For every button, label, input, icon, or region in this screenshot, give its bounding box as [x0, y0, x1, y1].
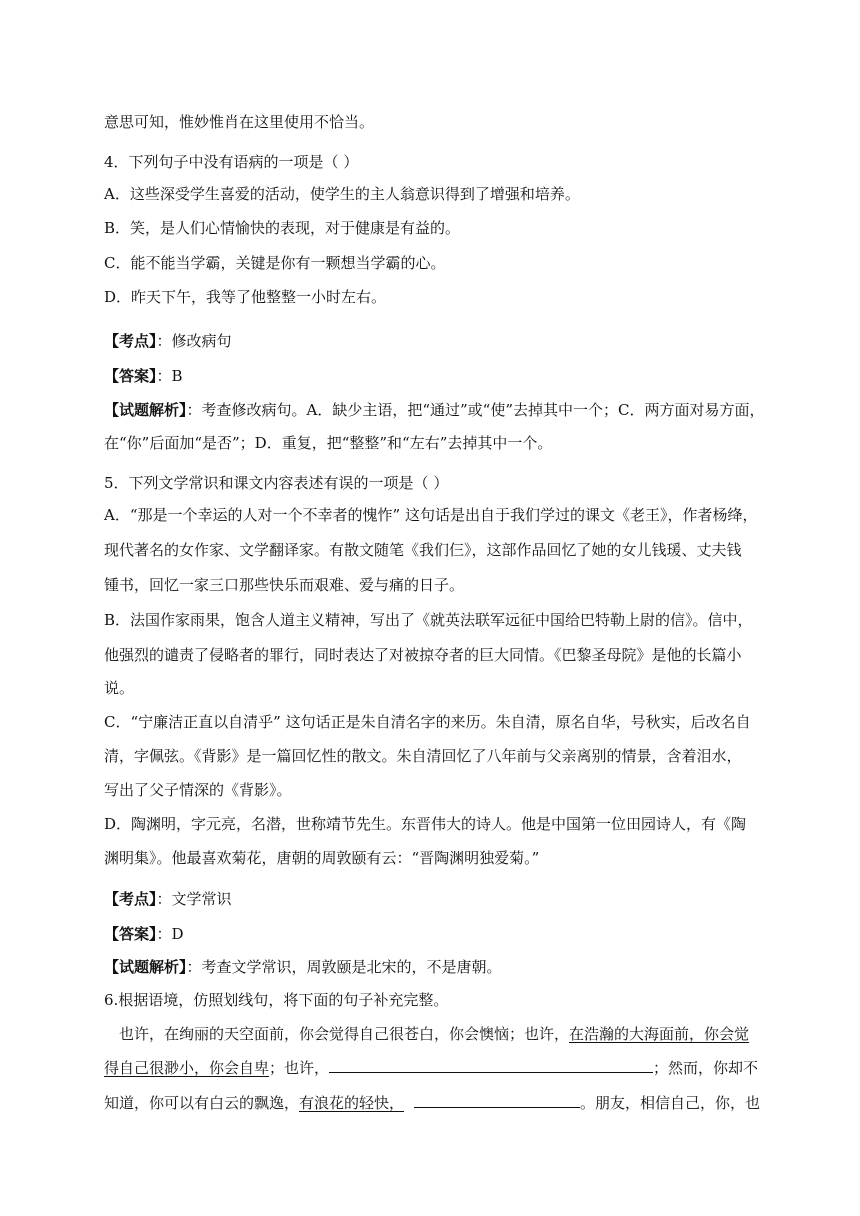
option-a: A．这些深受学生喜爱的活动，使学生的主人翁意识得到了增强和培养。	[104, 185, 580, 203]
q6-text: 也许，在绚丽的天空面前，你会觉得自己很苍白，你会懊恼；也许，	[119, 1025, 570, 1043]
q4-answer	[104, 366, 764, 386]
q4-analysis-cont: 在“你”后面加“是否”；D．重复，把“整整”和“左右”去掉其中一个。	[104, 434, 553, 452]
option-b: B．笑，是人们心情愉快的表现，对于健康是有益的。	[104, 219, 461, 237]
answer-text: ：B	[156, 367, 183, 385]
q5-option-c-line1: C．“宁廉洁正直以自清乎” 这句话正是朱自清名字的来历。朱自清，原名自华，号秋实，后改名自	[104, 713, 751, 731]
q5-option-b-line3: 说。	[104, 679, 135, 697]
analysis-label: 【试题解析】	[104, 958, 187, 976]
question-4-stem: 4．下列句子中没有语病的一项是（ ）	[104, 153, 359, 171]
option-c: C．能不能当学霸，关键是你有一颗想当学霸的心。	[104, 254, 446, 272]
q6-text: 。朋友，相信自己，你，也	[580, 1094, 761, 1112]
analysis-text: ：考查修改病句。A．缺少主语，把“通过”或“使”去掉其中一个；C．两方面对易方面，	[186, 401, 765, 419]
text-line: 意思可知，惟妙惟肖在这里使用不恰当。	[104, 113, 375, 131]
kaodian-label: 【考点】	[104, 890, 157, 908]
kaodian-text: ：修改病句	[156, 332, 232, 350]
q5-option-b-line2: 他强烈的谴责了侵略者的罪行，同时表达了对被掠夺者的巨大同情。《巴黎圣母院》是他的长篇小	[104, 646, 742, 664]
question-6-stem: 6.根据语境，仿照划线句，将下面的句子补充完整。	[104, 991, 449, 1009]
answer-text: ：D	[156, 925, 184, 943]
q6-text: ；然而，你却不	[653, 1059, 759, 1077]
q6-paragraph-line3	[104, 1093, 764, 1113]
q6-text: ；也许，	[269, 1059, 330, 1077]
q5-option-c-line2: 清，字佩弦。《背影》是一篇回忆性的散文。朱自清回忆了八年前与父亲离别的情景，含着泪水，	[104, 747, 742, 765]
answer-label: 【答案】	[104, 367, 157, 385]
q5-option-a-line2: 现代著名的女作家、文学翻译家。有散文随笔《我们仨》，这部作品回忆了她的女儿钱瑗、丈夫钱	[104, 541, 742, 559]
kaodian-label: 【考点】	[104, 332, 157, 350]
q5-option-d-line2: 渊明集》。他最喜欢菊花，唐朝的周敦颐有云：“晋陶渊明独爱菊。”	[104, 849, 540, 867]
q6-paragraph-line2	[104, 1058, 764, 1078]
q5-option-a-line1: A．“那是一个幸运的人对一个不幸者的愧怍” 这句话是出自于我们学过的课文《老王》，作者杨绛，	[104, 506, 758, 524]
q5-option-c-line3: 写出了父子情深的《背影》。	[104, 781, 292, 799]
q5-analysis	[104, 957, 764, 977]
q6-text: 知道，你可以有白云的飘逸，	[104, 1094, 300, 1112]
q6-paragraph-line1	[119, 1024, 779, 1044]
q5-kaodian	[104, 889, 764, 909]
q6-underlined-sentence: 得自己很渺小，你会自卑	[104, 1059, 270, 1077]
q5-option-d-line1: D．陶渊明，字元亮，名潜，世称靖节先生。东晋伟大的诗人。他是中国第一位田园诗人，有《陶	[104, 815, 747, 833]
option-d: D．昨天下午，我等了他整整一小时左右。	[104, 288, 387, 306]
q5-option-b-line1: B．法国作家雨果，饱含人道主义精神，写出了《就英法联军远征中国给巴特勒上尉的信》。信中，	[104, 611, 753, 629]
q6-underlined-phrase: 有浪花的轻快，	[299, 1094, 405, 1112]
answer-blank-1[interactable]	[329, 1058, 653, 1073]
answer-blank-2[interactable]	[414, 1093, 580, 1108]
question-5-stem: 5．下列文学常识和课文内容表述有误的一项是（ ）	[104, 474, 449, 492]
q5-answer	[104, 924, 764, 944]
kaodian-text: ：文学常识	[156, 890, 232, 908]
q5-option-a-line3: 锺书，回忆一家三口那些快乐而艰难、爱与痛的日子。	[104, 576, 465, 594]
answer-label: 【答案】	[104, 925, 157, 943]
q6-underlined-sentence: 在浩瀚的大海面前，你会觉	[569, 1025, 750, 1043]
analysis-text: ：考查文学常识，周敦颐是北宋的，不是唐朝。	[186, 958, 502, 976]
analysis-label: 【试题解析】	[104, 401, 187, 419]
q4-analysis	[104, 400, 764, 420]
q4-kaodian	[104, 331, 764, 351]
